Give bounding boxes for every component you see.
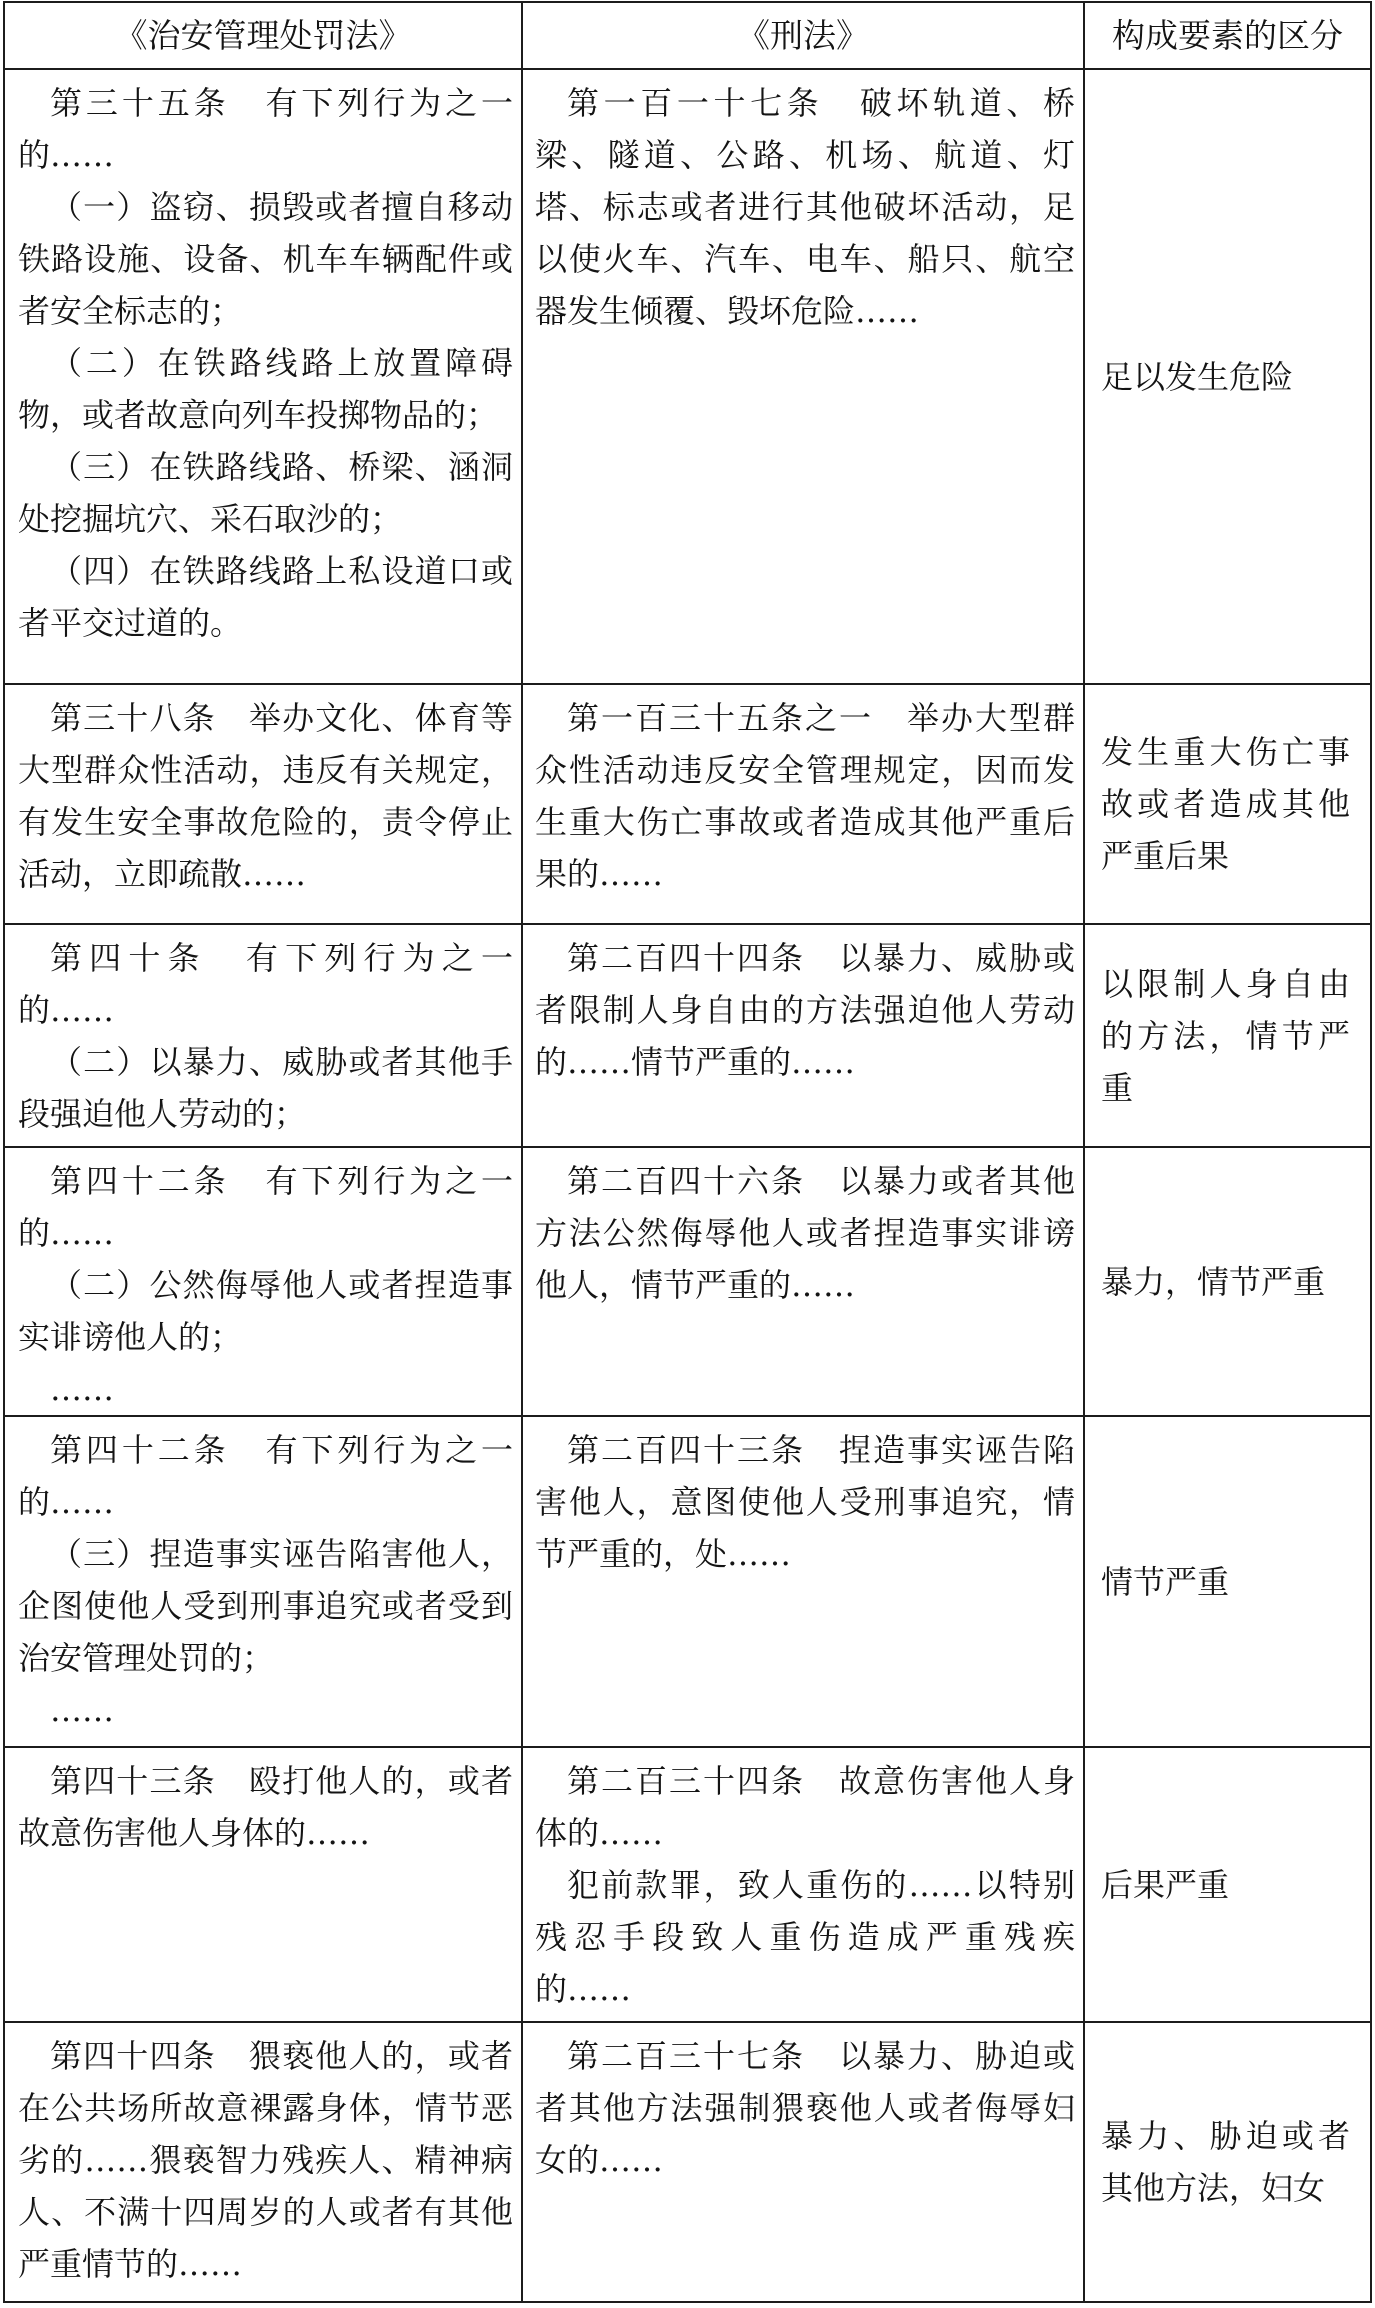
article-paragraph: ……: [50, 1691, 114, 1729]
article-paragraph: 第四十二条 有下列行为之一的……: [18, 1162, 513, 1252]
header-public-security-law: [5, 3, 523, 70]
cell-criminal-law: [523, 1748, 1085, 2023]
article-paragraph: 第一百一十七条 破坏轨道、桥梁、隧道、公路、机场、航道、灯塔、标志或者进行其他破坏活动，足以使火车、汽车、电车、船只、航空器发生倾覆、毁坏危险……: [535, 84, 1075, 330]
cell-public-security-law: [5, 1748, 523, 2023]
distinction-text: 以限制人身自由的方法，情节严重: [1101, 964, 1350, 1107]
article-paragraph: 第二百四十三条 捏造事实诬告陷害他人，意图使他人受刑事追究，情节严重的，处……: [535, 1431, 1075, 1573]
distinction-text: 暴力，情节严重: [1101, 1262, 1326, 1301]
article-paragraph: （二）在铁路线路上放置障碍物，或者故意向列车投掷物品的；: [18, 344, 513, 434]
article-paragraph: （四）在铁路线路上私设道口或者平交过道的。: [18, 552, 513, 642]
article-paragraph: （一）盗窃、损毁或者擅自移动铁路设施、设备、机车车辆配件或者安全标志的；: [18, 188, 513, 330]
cell-criminal-law: [523, 1148, 1085, 1417]
comparison-table: [3, 1, 1372, 2303]
article-paragraph: 第二百三十七条 以暴力、胁迫或者其他方法强制猥亵他人或者侮辱妇女的……: [535, 2037, 1075, 2179]
cell-criminal-law: [523, 2023, 1085, 2303]
header-label: 《刑法》: [737, 15, 869, 55]
cell-public-security-law: [5, 1417, 523, 1748]
article-paragraph: （二）公然侮辱他人或者捏造事实诽谤他人的；: [18, 1266, 513, 1356]
article-paragraph: ……: [50, 1370, 114, 1408]
cell-criminal-law: [523, 70, 1085, 685]
article-paragraph: 第三十八条 举办文化、体育等大型群众性活动，违反有关规定，有发生安全事故危险的，责令停止活动，立即疏散……: [18, 699, 513, 893]
cell-public-security-law: [5, 2023, 523, 2303]
cell-public-security-law: [5, 1148, 523, 1417]
cell-distinction: [1085, 1748, 1372, 2023]
article-paragraph: 第一百三十五条之一 举办大型群众性活动违反安全管理规定，因而发生重大伤亡事故或者造成其他严重后果的……: [535, 699, 1075, 893]
cell-distinction: [1085, 1417, 1372, 1748]
distinction-text: 暴力、胁迫或者其他方法，妇女: [1101, 2117, 1350, 2207]
cell-public-security-law: [5, 925, 523, 1148]
article-paragraph: 第四十三条 殴打他人的，或者故意伤害他人身体的……: [18, 1762, 513, 1852]
header-criminal-law: [523, 3, 1085, 70]
cell-criminal-law: [523, 1417, 1085, 1748]
article-paragraph: （二）以暴力、威胁或者其他手段强迫他人劳动的；: [18, 1043, 513, 1133]
article-paragraph: （三）在铁路线路、桥梁、涵洞处挖掘坑穴、采石取沙的；: [18, 448, 513, 538]
article-paragraph: 第二百四十四条 以暴力、威胁或者限制人身自由的方法强迫他人劳动的……情节严重的……: [535, 939, 1075, 1081]
cell-criminal-law: [523, 685, 1085, 925]
cell-public-security-law: [5, 685, 523, 925]
article-paragraph: 第四十四条 猥亵他人的，或者在公共场所故意裸露身体，情节恶劣的……猥亵智力残疾人、精神病人、不满十四周岁的人或者有其他严重情节的……: [18, 2037, 513, 2283]
article-paragraph: 第二百四十六条 以暴力或者其他方法公然侮辱他人或者捏造事实诽谤他人，情节严重的……: [535, 1162, 1075, 1304]
cell-criminal-law: [523, 925, 1085, 1148]
cell-distinction: [1085, 685, 1372, 925]
article-paragraph: 第三十五条 有下列行为之一的……: [18, 84, 513, 174]
cell-distinction: [1085, 925, 1372, 1148]
cell-distinction: [1085, 70, 1372, 685]
article-paragraph: 第四十条 有下列行为之一的……: [18, 939, 513, 1029]
article-paragraph: 犯前款罪，致人重伤的……以特别残忍手段致人重伤造成严重残疾的……: [535, 1866, 1075, 2008]
cell-distinction: [1085, 2023, 1372, 2303]
article-paragraph: 第四十二条 有下列行为之一的……: [18, 1431, 513, 1521]
distinction-text: 情节严重: [1101, 1562, 1230, 1601]
cell-public-security-law: [5, 70, 523, 685]
header-distinction: [1085, 3, 1372, 70]
distinction-text: 足以发生危险: [1101, 357, 1294, 396]
header-label: 构成要素的区分: [1112, 15, 1343, 55]
article-paragraph: （三）捏造事实诬告陷害他人，企图使他人受到刑事追究或者受到治安管理处罚的；: [18, 1535, 513, 1677]
header-label: 《治安管理处罚法》: [114, 15, 412, 55]
article-paragraph: 第二百三十四条 故意伤害他人身体的……: [535, 1762, 1075, 1852]
cell-distinction: [1085, 1148, 1372, 1417]
distinction-text: 后果严重: [1101, 1865, 1230, 1904]
distinction-text: 发生重大伤亡事故或者造成其他严重后果: [1101, 733, 1350, 875]
